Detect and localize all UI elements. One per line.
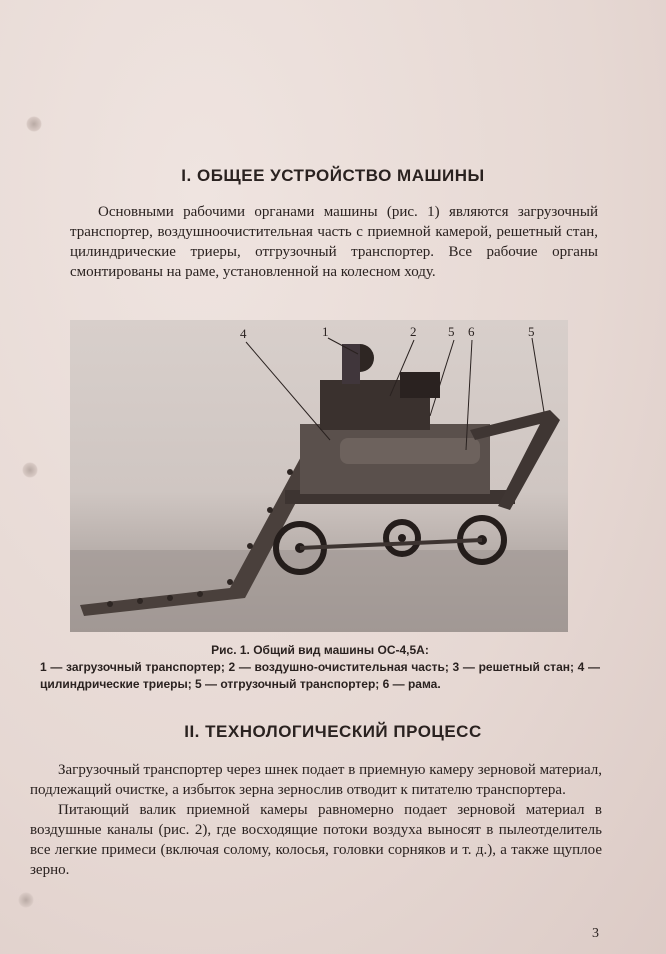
binding-hole [22,462,38,478]
caption-title: Рис. 1. Общий вид машины ОС-4,5А: [211,643,429,657]
section-1-paragraph [70,202,598,282]
figure-caption [40,642,600,693]
callout-label: 2 [410,324,417,339]
machine-figure [70,320,568,632]
callout-label: 1 [322,324,329,339]
paragraph-text: Питающий валик приемной камеры равномерно подает зерновой материал в воздушные каналы (рис. 2), где восходящие потоки воздуха выносят в пылеотделитель все легкие примеси (включая солому, колосья, головки сорняков и т. д.), а также щуплое зерно. [30,802,602,878]
callout-label: 6 [468,324,475,339]
page-number: 3 [592,926,599,941]
paragraph-text: Основными рабочими органами машины (рис. 1) являются загрузочный транспортер, воздушноочистительная часть с приемной камерой, решетный стан, цилиндрические триеры, отгрузочный транспортер. Все рабочие органы смонтированы на раме, установленной на колесном ходу. [70,204,598,280]
binding-hole [18,892,34,908]
callout-label: 5 [448,324,455,339]
section-heading-1: I. ОБЩЕЕ УСТРОЙСТВО МАШИНЫ [181,166,485,185]
section-2-body [30,760,602,880]
paragraph-text: Загрузочный транспортер через шнек подает в приемную камеру зерновой материал, подлежащий очистке, а избыток зерна зернослив отводит к питателю транспортера. [30,762,602,798]
callout-label: 5 [528,324,535,339]
binding-hole [26,116,42,132]
callout-label: 4 [240,326,247,341]
section-heading-2: II. ТЕХНОЛОГИЧЕСКИЙ ПРОЦЕСС [184,722,482,741]
machine-illustration [70,320,568,632]
caption-legend: 1 — загрузочный транспортер; 2 — воздушно-очистительная часть; 3 — решетный стан; 4 — цилиндрические триеры; 5 — отгрузочный транспортер; 6 — рама. [40,660,600,691]
